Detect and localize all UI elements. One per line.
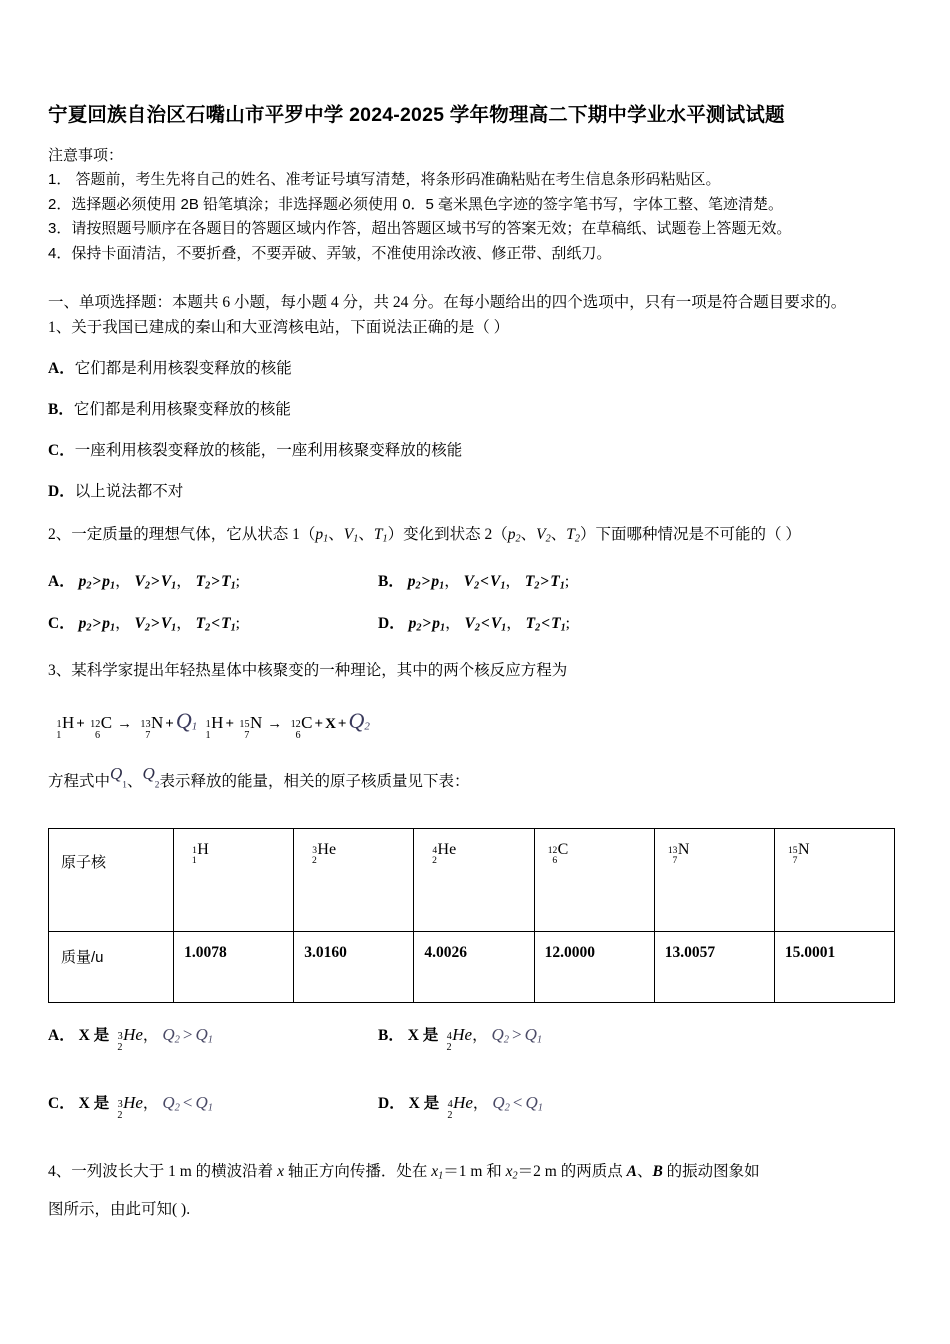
mass-number: 3 — [312, 845, 318, 857]
text-part: 4、一列波长大于 1 m 的横波沿着 — [48, 1162, 278, 1180]
nuclide-He — [439, 1092, 473, 1121]
expr: $p_2$ — [78, 614, 92, 634]
mass-number: 13 — [667, 845, 678, 857]
nuclear-reaction-equation — [48, 705, 908, 743]
point-A: A — [626, 1162, 637, 1180]
expr: $V_2$ — [134, 572, 150, 592]
q-symbol: Q — [175, 707, 192, 733]
mass-number: 3 — [117, 1098, 123, 1110]
desc-suffix: 表示释放的能量，相关的原子核质量见下表： — [159, 773, 470, 791]
table-cell-nuclide — [774, 828, 894, 931]
question-2-options-row-2 — [48, 611, 908, 636]
var-p2: $p_2$ — [507, 526, 521, 545]
element-symbol: N — [677, 840, 690, 858]
question-4-stem — [48, 1155, 908, 1228]
mass-number: 3 — [117, 1030, 123, 1042]
sub: 2 — [545, 533, 551, 545]
relation: > — [92, 614, 102, 632]
table-cell-mass: 3.0160 — [294, 931, 414, 1002]
table-cell-nuclide — [414, 828, 534, 931]
text-part: ＝2 m 的两质点 — [517, 1162, 627, 1180]
element-symbol: C — [100, 712, 113, 732]
relation: < — [480, 614, 490, 632]
atomic-number: 7 — [244, 729, 250, 741]
mass-number: 15 — [239, 718, 250, 730]
question-1-option-a — [48, 356, 908, 381]
expr: $p_1$ — [431, 572, 445, 592]
mass-number: 4 — [447, 1098, 453, 1110]
table-cell-nuclide — [174, 828, 294, 931]
option-text: 以上说法都不对 — [74, 483, 184, 500]
page-content — [48, 100, 908, 1227]
option-label: B． — [378, 1026, 404, 1044]
expr: $p_1$ — [102, 572, 116, 592]
element-symbol: He — [317, 840, 337, 858]
expr: $p_2$ — [408, 614, 422, 634]
q-index: 2 — [364, 720, 370, 733]
energy-Q2 — [348, 708, 369, 733]
expr: $V_2$ — [463, 572, 480, 592]
var-t1: $T_1$ — [373, 526, 388, 545]
notice-item: 2．选择题必须使用 2B 铅笔填涂；非选择题必须使用 0．5 毫米黑色字迹的签字笔书写，字体工整、笔迹清楚。 — [48, 195, 784, 213]
option-label: A． — [48, 572, 75, 590]
option-label: C． — [48, 1094, 75, 1112]
question-1-option-c — [48, 438, 908, 463]
q-index: 2 — [154, 780, 160, 791]
q-index: 2 — [174, 1101, 180, 1113]
table-cell-mass: 12.0000 — [534, 931, 654, 1002]
option-label: A． — [48, 360, 75, 377]
q-symbol: Q — [348, 707, 365, 733]
option-text: 它们都是利用核裂变释放的核能 — [74, 360, 292, 377]
q-symbol: Q — [162, 1092, 175, 1112]
option-label: B． — [48, 401, 74, 418]
expr: $T_1$ — [221, 614, 236, 634]
element-symbol: H — [211, 712, 224, 732]
table-cell-mass: 4.0026 — [414, 931, 534, 1002]
energy-comparison — [162, 1093, 213, 1112]
question-1-option-b — [48, 397, 908, 422]
page-title: 宁夏回族自治区石嘴山市平罗中学 2024-2025 学年物理高二下期中学业水平测试试题 — [48, 104, 785, 126]
q-index: 2 — [174, 1033, 180, 1045]
var-x1: $x_1$ — [431, 1162, 444, 1182]
energy-comparison — [162, 1025, 213, 1044]
notice-item: 1． 答题前，考生先将自己的姓名、准考证号填写清楚，将条形码准确粘贴在考生信息条形码粘贴区。 — [48, 171, 721, 188]
mass-number: 1 — [192, 845, 197, 857]
text-part: 、 — [636, 1162, 653, 1180]
option-label: B． — [378, 572, 404, 590]
nuclide-C12-2 — [287, 707, 312, 739]
question-2-option-c: C． $p_2>p_1$， $V_2>V_1$， $T_2<T_1$; — [48, 614, 240, 634]
question-2-option-a: A． $p_2>p_1$， $V_2>V_1$， $T_2>T_1$; — [48, 572, 240, 592]
energy-comparison — [492, 1093, 543, 1112]
atomic-number: 7 — [145, 729, 151, 741]
expr: $T_2$ — [524, 572, 540, 592]
table-cell-mass: 1.0078 — [174, 931, 294, 1002]
q-symbol: Q — [492, 1092, 505, 1112]
question-4-line-1 — [48, 1155, 908, 1194]
question-3-option-b: B． X 是 4 2 He， $Q_2 > Q_1$ — [378, 1024, 543, 1053]
question-3-options-row-2 — [48, 1091, 908, 1125]
option-label: C． — [48, 614, 75, 632]
energy-Q1-ref — [110, 761, 127, 798]
mass-number: 12 — [547, 845, 558, 857]
element-symbol: N — [151, 712, 164, 732]
option-prefix: X 是 — [78, 1094, 110, 1112]
nuclide-H1-2 — [197, 707, 223, 739]
expr: $T_1$ — [550, 572, 565, 592]
element-symbol: N — [797, 840, 810, 858]
plus-sign: + — [314, 715, 324, 732]
table-cell-mass: 15.0001 — [774, 931, 894, 1002]
notice-heading: 注意事项： — [48, 147, 124, 164]
q-symbol: Q — [525, 1092, 538, 1112]
relation: > — [92, 572, 102, 590]
expr: $T_1$ — [551, 614, 566, 634]
option-prefix: X 是 — [78, 1026, 110, 1044]
table-row — [49, 931, 895, 1002]
mass-number: 13 — [140, 718, 151, 730]
expr: $p_1$ — [102, 614, 116, 634]
relation: > — [422, 614, 432, 632]
relation: > — [540, 572, 550, 590]
element-symbol: N — [249, 712, 263, 732]
atomic-number: 1 — [205, 729, 211, 741]
expr: $V_1$ — [489, 572, 506, 592]
separator: 、 — [126, 773, 143, 791]
option-label: D． — [378, 614, 405, 632]
question-3-option-a: A． X 是 3 2 He， $Q_2 > Q_1$ — [48, 1024, 213, 1053]
question-2-stem: 2、一定质量的理想气体，它从状态 $1(p_1$、$V_1$、$T_1$）变化到状态 $2(p_2$、$V_2$、$T_2$）下面哪种情况是不可能的（ ） — [48, 526, 801, 545]
var-v2: $V_2$ — [536, 526, 551, 545]
mass-number: 1 — [205, 718, 211, 730]
q-index: 2 — [503, 1033, 509, 1045]
atomic-number: 2 — [446, 1041, 452, 1053]
q-symbol: Q — [524, 1024, 537, 1044]
plus-sign: + — [337, 715, 347, 732]
expr: $V_2$ — [134, 614, 150, 634]
relation: > — [182, 1024, 193, 1044]
arrow-icon: → — [117, 715, 133, 732]
question-2-options-row-1 — [48, 569, 908, 594]
expr: $V_1$ — [160, 614, 177, 634]
table-cell-nuclide — [654, 828, 774, 931]
element-symbol: H — [61, 712, 75, 732]
sub: 2 — [574, 533, 580, 545]
expr: $p_1$ — [432, 614, 446, 634]
question-3-option-c: C． X 是 3 2 He， $Q_2 < Q_1$ — [48, 1092, 213, 1121]
question-3-description — [48, 764, 908, 805]
q-symbol: Q — [195, 1092, 208, 1112]
mass-number: 15 — [787, 845, 798, 857]
expr: $T_1$ — [221, 572, 236, 592]
nuclide-N13 — [137, 707, 163, 739]
question-3-options-row-1 — [48, 1023, 908, 1057]
q-symbol: Q — [110, 764, 123, 784]
relation: > — [150, 572, 160, 590]
atomic-number: 2 — [117, 1109, 123, 1121]
option-label: A． — [48, 1026, 75, 1044]
q-symbol: Q — [195, 1024, 208, 1044]
q-index: 1 — [536, 1033, 543, 1045]
notice-item: 3．请按照题号顺序在各题目的答题区域内作答，超出答题区域书写的答案无效；在草稿纸、试题卷上答题无效。 — [48, 220, 792, 237]
table-cell-nuclide — [534, 828, 654, 931]
option-text: 一座利用核裂变释放的核能，一座利用核聚变释放的核能 — [74, 442, 463, 459]
sub: 1 — [353, 533, 359, 545]
relation: > — [512, 1024, 522, 1044]
atomic-number: 2 — [432, 855, 437, 867]
row-header-mass: 质量/u — [49, 931, 174, 1002]
expr: $T_2$ — [195, 614, 211, 634]
option-label: D． — [48, 483, 75, 500]
q-index: 1 — [537, 1101, 543, 1113]
q-index: 1 — [191, 720, 198, 733]
element-symbol: He — [123, 1024, 143, 1044]
atomic-number: 7 — [672, 855, 678, 867]
expr: $p_2$ — [78, 572, 92, 592]
relation: < — [182, 1092, 193, 1112]
relation: < — [211, 614, 221, 632]
table-row — [49, 828, 895, 931]
stem-part: ）下面哪种情况是不可能的（ ） — [579, 526, 801, 543]
stem-part: ）变化到状态 2（ — [387, 526, 508, 543]
table-cell-nuclide — [294, 828, 414, 931]
atomic-number: 2 — [447, 1109, 453, 1121]
var-x: x — [277, 1162, 284, 1180]
mass-number: 12 — [90, 718, 101, 730]
question-3-option-d: D． X 是 4 2 He， $Q_2 < Q_1$ — [378, 1092, 543, 1121]
mass-number: 12 — [290, 718, 301, 730]
expr: $V_2$ — [464, 614, 480, 634]
notice-list — [48, 168, 908, 266]
unknown-particle-X: X — [325, 715, 336, 732]
mass-number: 1 — [56, 718, 62, 730]
row-header-nuclide: 原子核 — [49, 828, 174, 931]
q-index: 2 — [504, 1101, 510, 1113]
nuclide-H1 — [48, 707, 74, 739]
text-part: ＝1 m 和 — [443, 1162, 506, 1180]
sub: 1 — [382, 533, 388, 545]
stem-part: 2、一定质量的理想气体，它从状态 1（ — [48, 526, 316, 543]
nuclide-He — [109, 1092, 143, 1121]
q-index: 1 — [207, 1033, 213, 1045]
question-3-stem: 3、某科学家提出年轻热星体中核聚变的一种理论，其中的两个核反应方程为 — [48, 661, 568, 679]
atomic-number: 2 — [117, 1041, 123, 1053]
option-prefix: X 是 — [408, 1094, 440, 1112]
var-v1: $V_1$ — [343, 526, 359, 545]
q-symbol: Q — [491, 1024, 504, 1044]
expr: $p_2$ — [407, 572, 421, 592]
var-t2: $T_2$ — [566, 526, 580, 545]
var-x2: $x_2$ — [505, 1162, 518, 1182]
expr: $T_2$ — [195, 572, 211, 592]
atomic-number: 6 — [552, 855, 558, 867]
element-symbol: C — [301, 712, 313, 732]
nuclide-mass-table — [48, 828, 895, 1003]
relation: < — [480, 572, 489, 590]
energy-Q1 — [176, 708, 197, 733]
option-label: C． — [48, 442, 75, 459]
nuclide-He — [109, 1024, 143, 1053]
question-4-line-2: 图所示，由此可知( ). — [48, 1201, 191, 1219]
nuclide-N15 — [236, 707, 262, 739]
table-cell-mass: 13.0057 — [654, 931, 774, 1002]
sub: 1 — [323, 533, 329, 545]
question-2-option-b: B． $p_2>p_1$， $V_2<V_1$， $T_2>T_1$; — [378, 572, 570, 592]
atomic-number: 7 — [792, 855, 798, 867]
expr: $T_2$ — [525, 614, 541, 634]
option-text: 它们都是利用核聚变释放的核能 — [73, 401, 291, 418]
option-label: D． — [378, 1094, 405, 1112]
point-B: B — [652, 1162, 663, 1180]
section-heading: 一、单项选择题：本题共 6 小题，每小题 4 分，共 24 分。在每小题给出的四个选项中，只有一项是符合题目要求的。 — [48, 294, 847, 311]
text-part: 的振动图象如 — [662, 1162, 760, 1180]
arrow-icon: → — [267, 715, 283, 732]
atomic-number: 6 — [295, 729, 301, 741]
q-symbol: Q — [162, 1024, 175, 1044]
q-index: 1 — [207, 1101, 213, 1113]
atomic-number: 6 — [95, 729, 101, 741]
expr: $V_1$ — [490, 614, 507, 634]
question-1-stem: 1、关于我国已建成的秦山和大亚湾核电站，下面说法正确的是（ ） — [48, 319, 510, 336]
plus-sign: + — [165, 715, 174, 732]
mass-number: 4 — [446, 1030, 452, 1042]
q-index: 1 — [122, 780, 127, 791]
sub: 2 — [515, 533, 521, 545]
var-p1: $p_1$ — [315, 526, 329, 545]
relation: > — [211, 572, 221, 590]
q-symbol: Q — [142, 764, 155, 784]
question-1-option-d — [48, 479, 908, 504]
mass-number: 4 — [432, 845, 438, 857]
option-prefix: X 是 — [407, 1026, 439, 1044]
nuclide-C12 — [87, 707, 112, 739]
atomic-number: 2 — [312, 855, 317, 867]
relation: > — [421, 572, 431, 590]
atomic-number: 1 — [191, 855, 197, 867]
desc-prefix: 方程式中 — [48, 773, 111, 791]
element-symbol: He — [453, 1092, 473, 1112]
element-symbol: He — [123, 1092, 143, 1112]
element-symbol: C — [557, 840, 569, 858]
relation: > — [150, 614, 160, 632]
element-symbol: H — [197, 840, 209, 858]
notice-item: 4．保持卡面清洁，不要折叠，不要弄破、弄皱，不准使用涂改液、修正带、刮纸刀。 — [48, 244, 612, 262]
question-2-option-d: D． $p_2>p_1$， $V_2<V_1$， $T_2<T_1$; — [378, 614, 570, 634]
energy-Q2-ref — [142, 761, 159, 798]
plus-sign: + — [225, 715, 235, 732]
element-symbol: He — [437, 840, 457, 858]
energy-comparison — [491, 1025, 542, 1044]
relation: < — [512, 1092, 523, 1112]
atomic-number: 1 — [56, 729, 62, 741]
relation: < — [541, 614, 551, 632]
text-part: 轴正方向传播．处在 — [283, 1162, 432, 1180]
element-symbol: He — [452, 1024, 473, 1044]
expr: $V_1$ — [160, 572, 177, 592]
plus-sign: + — [76, 715, 85, 732]
nuclide-He — [438, 1024, 473, 1053]
